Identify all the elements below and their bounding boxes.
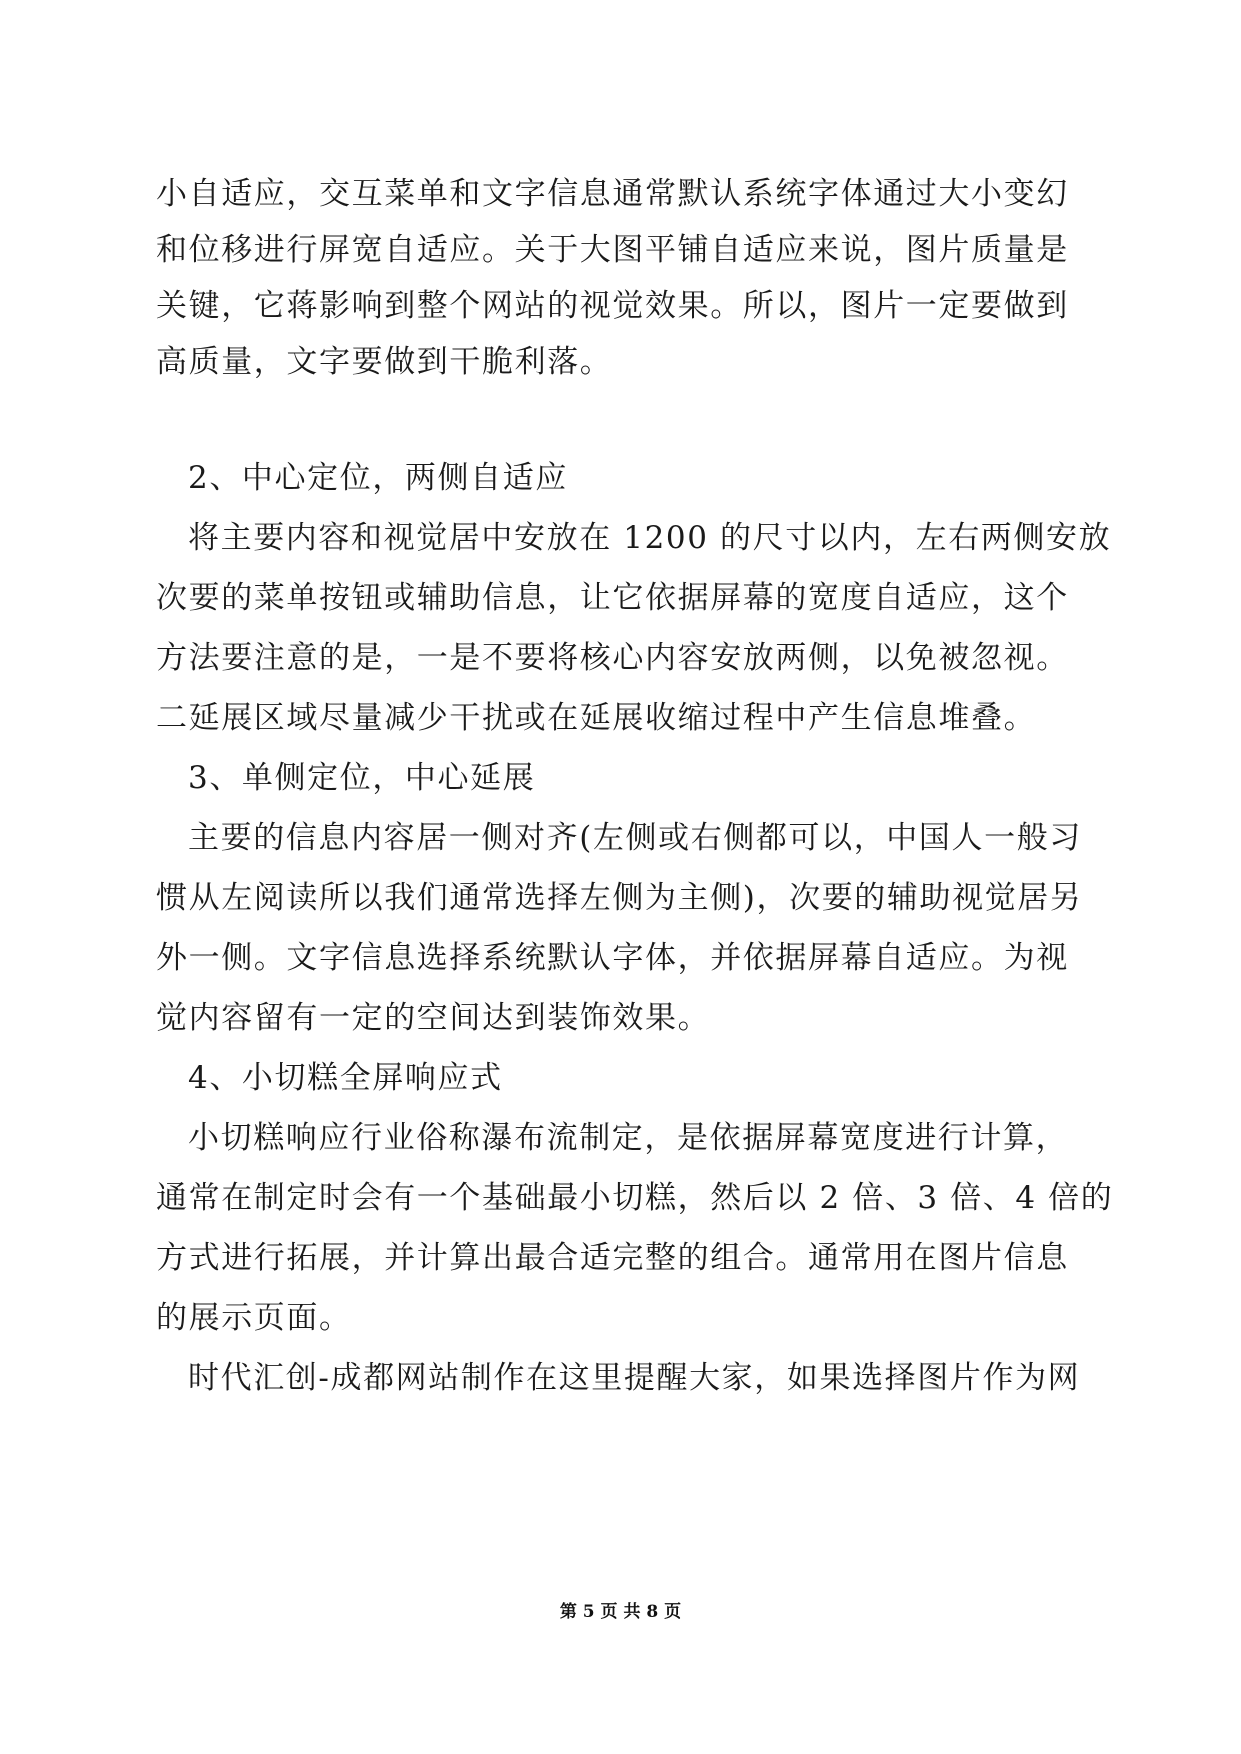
page-number-footer: 第 5 页 共 8 页 — [559, 1602, 682, 1622]
paragraph-line: 觉内容留有一定的空间达到装饰效果。 — [156, 1000, 711, 1036]
section-heading: 2、中心定位，两侧自适应 — [188, 460, 568, 496]
paragraph-line: 惯从左阅读所以我们通常选择左侧为主侧)，次要的辅助视觉居另 — [156, 880, 1083, 916]
paragraph-line: 通常在制定时会有一个基础最小切糕，然后以 2 倍、3 倍、4 倍的 — [156, 1180, 1114, 1216]
section-heading: 4、小切糕全屏响应式 — [188, 1060, 503, 1096]
paragraph-line: 二延展区域尽量减少干扰或在延展收缩过程中产生信息堆叠。 — [156, 700, 1037, 736]
paragraph-line: 高质量，文字要做到干脆利落。 — [156, 344, 613, 380]
paragraph-line: 小自适应，交互菜单和文字信息通常默认系统字体通过大小变幻 — [156, 176, 1069, 212]
paragraph-line: 关键，它蒋影响到整个网站的视觉效果。所以，图片一定要做到 — [156, 288, 1069, 324]
paragraph-line: 主要的信息内容居一侧对齐(左侧或右侧都可以，中国人一般习 — [188, 820, 1082, 856]
paragraph-line: 外一侧。文字信息选择系统默认字体，并依据屏幕自适应。为视 — [156, 940, 1069, 976]
paragraph-line: 将主要内容和视觉居中安放在 1200 的尺寸以内，左右两侧安放 — [188, 520, 1112, 556]
paragraph-line: 的展示页面。 — [156, 1300, 352, 1336]
paragraph-line: 方式进行拓展，并计算出最合适完整的组合。通常用在图片信息 — [156, 1240, 1069, 1276]
paragraph-line: 次要的菜单按钮或辅助信息，让它依据屏幕的宽度自适应，这个 — [156, 580, 1069, 616]
paragraph-line: 方法要注意的是，一是不要将核心内容安放两侧，以免被忽视。 — [156, 640, 1069, 676]
paragraph-line: 和位移进行屏宽自适应。关于大图平铺自适应来说，图片质量是 — [156, 232, 1069, 268]
section-heading: 3、单侧定位，中心延展 — [188, 760, 536, 796]
paragraph-line: 时代汇创-成都网站制作在这里提醒大家，如果选择图片作为网 — [188, 1360, 1081, 1396]
paragraph-line: 小切糕响应行业俗称瀑布流制定，是依据屏幕宽度进行计算， — [188, 1120, 1069, 1156]
